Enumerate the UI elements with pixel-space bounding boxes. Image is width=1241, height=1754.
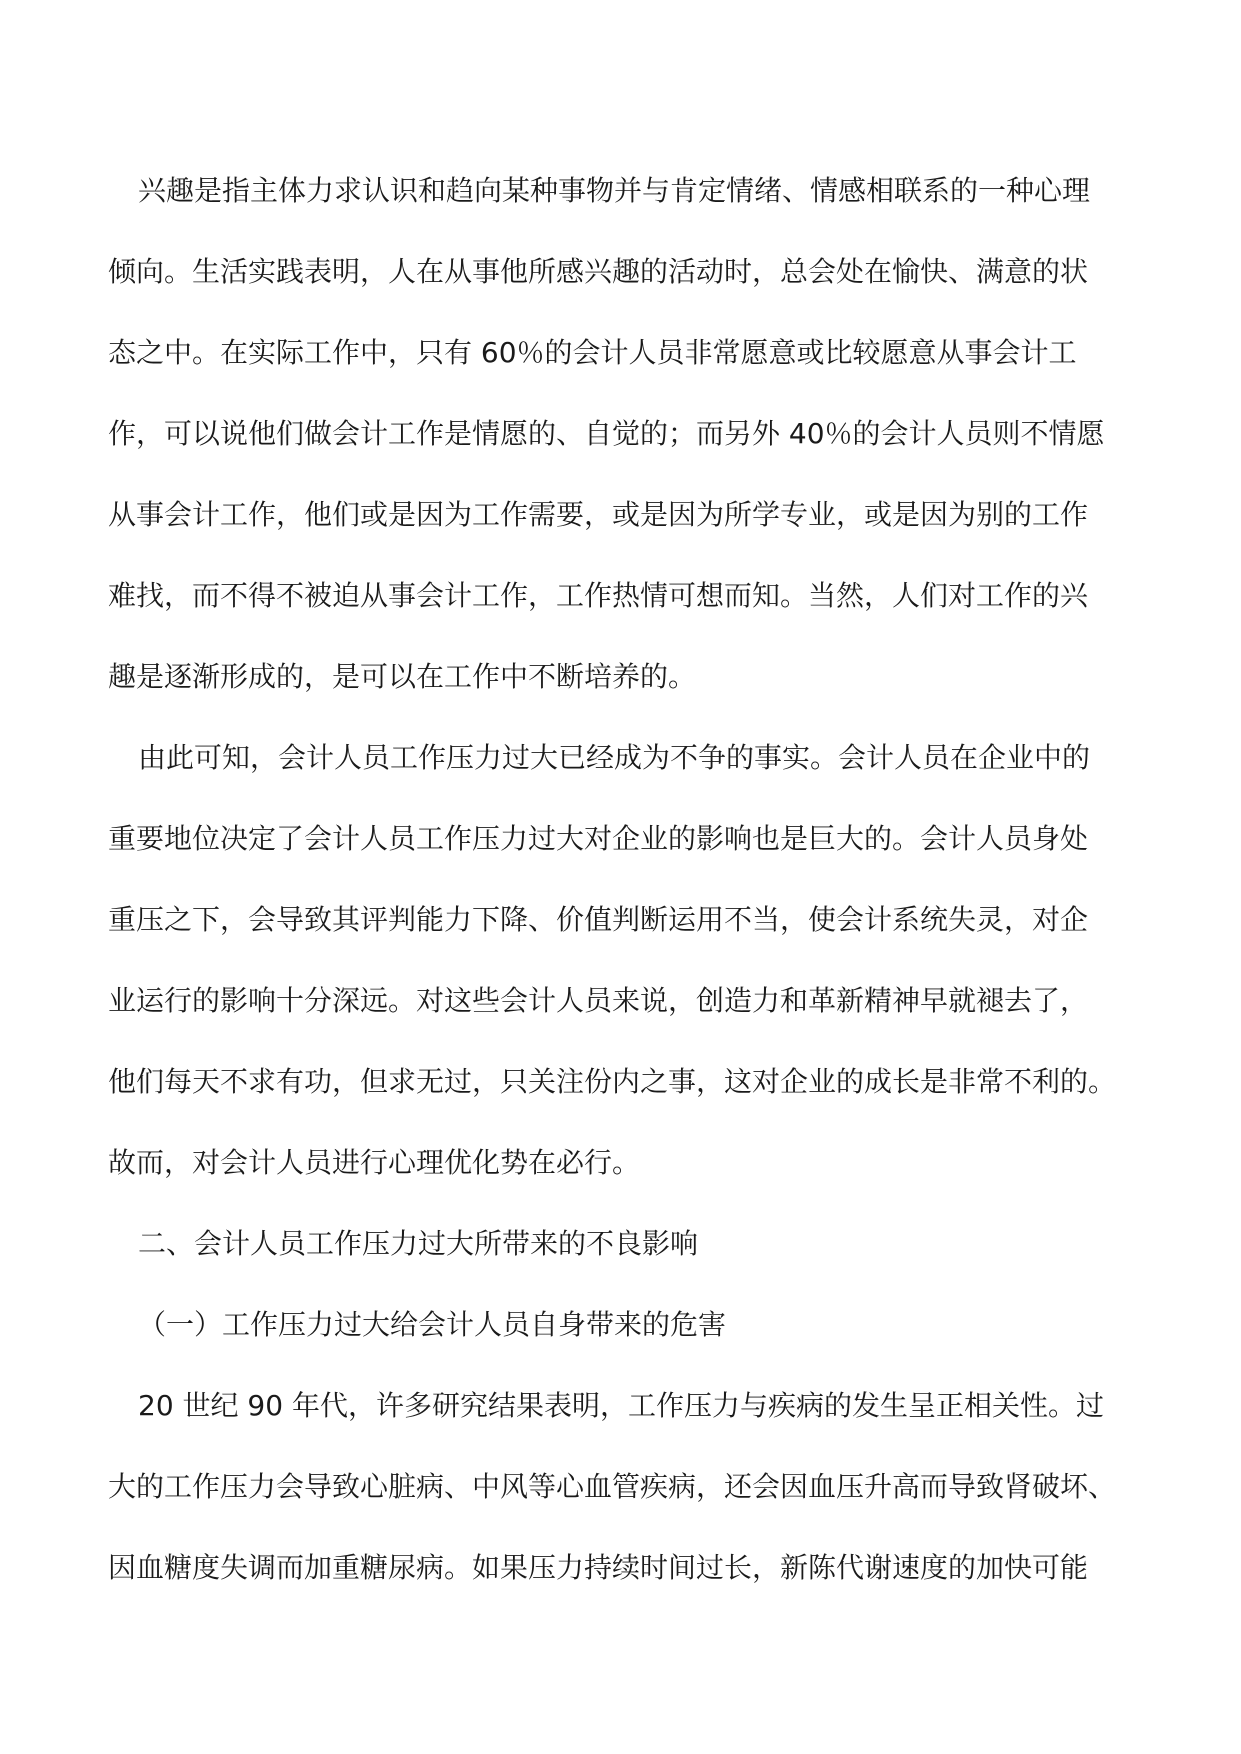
text-line: 因血糖度失调而加重糖尿病。如果压力持续时间过长，新陈代谢速度的加快可能 [108, 1551, 1089, 1584]
text-line: 重压之下，会导致其评判能力下降、价值判断运用不当，使会计系统失灵，对企 [108, 903, 1089, 936]
text-line: 兴趣是指主体力求认识和趋向某种事物并与肯定情绪、情感相联系的一种心理 [138, 174, 1091, 207]
paragraph-interest [108, 150, 1138, 717]
text-line: 业运行的影响十分深远。对这些会计人员来说，创造力和革新精神早就褪去了， [108, 984, 1089, 1017]
document-page [108, 150, 1138, 1608]
text-line: 难找，而不得不被迫从事会计工作，工作热情可想而知。当然，人们对工作的兴 [108, 579, 1089, 612]
text-line: 由此可知，会计人员工作压力过大已经成为不争的事实。会计人员在企业中的 [138, 741, 1091, 774]
text-line: 20 世纪 90 年代，许多研究结果表明，工作压力与疾病的发生呈正相关性。过 [138, 1389, 1104, 1422]
text-line: 重要地位决定了会计人员工作压力过大对企业的影响也是巨大的。会计人员身处 [108, 822, 1089, 855]
text-line: 从事会计工作，他们或是因为工作需要，或是因为所学专业，或是因为别的工作 [108, 498, 1089, 531]
text-line: 作，可以说他们做会计工作是情愿的、自觉的；而另外 40％的会计人员则不情愿 [108, 417, 1105, 450]
text-line: 故而，对会计人员进行心理优化势在必行。 [108, 1146, 641, 1179]
paragraph-conclusion [108, 717, 1138, 1203]
text-line: 大的工作压力会导致心脏病、中风等心血管疾病，还会因血压升高而导致肾破坏、 [108, 1470, 1117, 1503]
section-heading: 二、会计人员工作压力过大所带来的不良影响 [138, 1227, 699, 1260]
subsection-heading: （一）工作压力过大给会计人员自身带来的危害 [138, 1308, 727, 1341]
text-line: 他们每天不求有功，但求无过，只关注份内之事，这对企业的成长是非常不利的。 [108, 1065, 1117, 1098]
text-line: 态之中。在实际工作中，只有 60％的会计人员非常愿意或比较愿意从事会计工 [108, 336, 1077, 369]
paragraph-health [108, 1365, 1138, 1608]
text-line: 倾向。生活实践表明，人在从事他所感兴趣的活动时，总会处在愉快、满意的状 [108, 255, 1089, 288]
text-line: 趣是逐渐形成的，是可以在工作中不断培养的。 [108, 660, 697, 693]
